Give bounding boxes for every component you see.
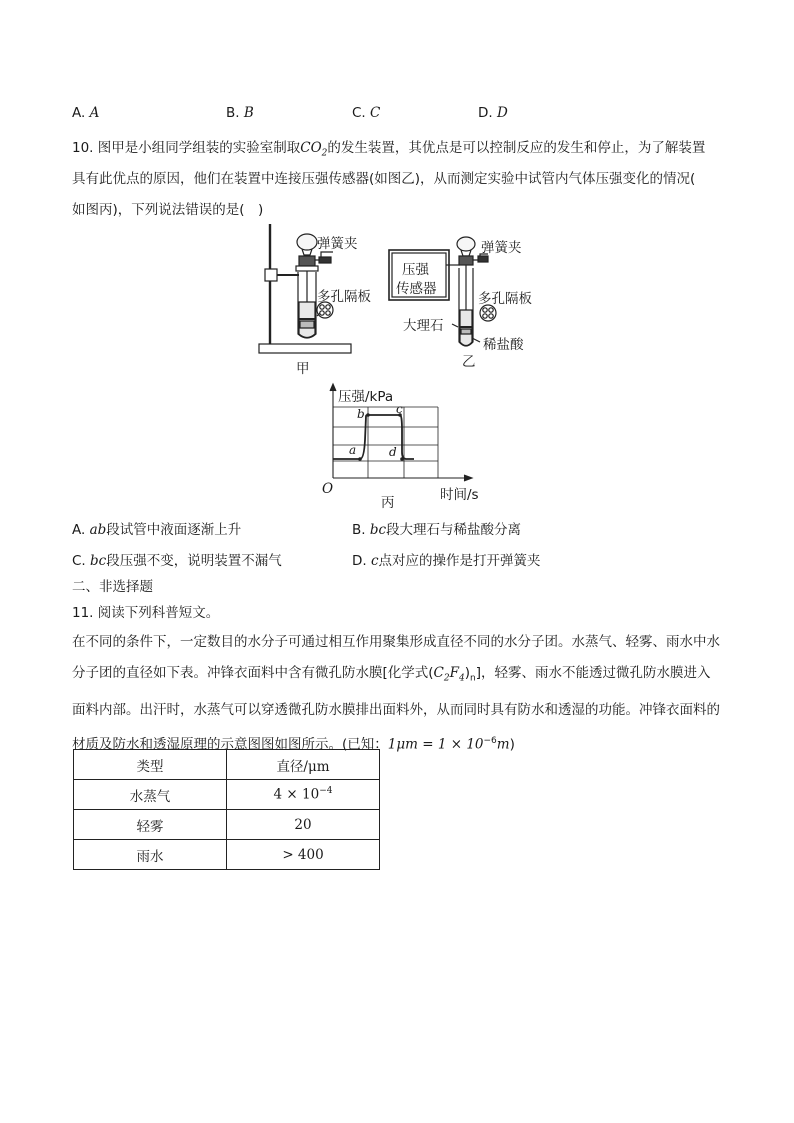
graph-caption: 丙 [381,495,395,511]
table-row [74,840,380,870]
yi-plate-label: 多孔隔板 [478,291,532,307]
graph-point-b: b [357,407,365,421]
yi-acid-label: 稀盐酸 [483,337,524,353]
yi-clamp-label: 弹簧夹 [481,240,522,256]
table-cell-type: 雨水 [74,840,227,870]
q10-option-c: C. bc段压强不变，说明装置不漏气 [72,553,282,569]
table-cell-value: 20 [227,810,380,840]
yi-sensor-line2: 传感器 [396,281,437,297]
jia-plate-label: 多孔隔板 [317,289,371,305]
table-header-diameter: 直径/μm [227,750,380,780]
q9-option-b: B. B [226,105,254,121]
q11-stem: 11. 阅读下列科普短文。 [72,605,220,621]
graph-point-a: a [349,443,357,457]
graph-point-d: d [389,445,397,459]
table-header-row [74,750,380,780]
yi-sensor-line1: 压强 [402,262,429,278]
q11-passage: 在不同的条件下，一定数目的水分子可通过相互作用聚集形成直径不同的水分子团。水蒸气、轻雾、雨水中水分子团的直径如下表。冲锋衣面料中含有微孔防水膜[化学式$(C_2F_4)_n$]，轻雾、雨水不能透过微孔防水膜进入面料内部。出汗时，水蒸气可以穿透微孔防水膜排出面料外，从而同时具有防水和透湿的功能。冲锋衣面料的材质及防水和透湿原理的示意图图如图所示。(已知：$1\mu m = 1 \times 10^{-6}m$) [72,634,720,753]
jia-caption: 甲 [296,361,310,377]
yi-caption: 乙 [462,354,476,370]
table-header-type: 类型 [74,750,227,780]
q10-stem-line3: 如图丙)，下列说法错误的是( ) [72,202,264,218]
q10-option-d: D. c点对应的操作是打开弹簧夹 [352,553,541,569]
graph-xlabel: 时间/s [440,487,479,503]
yi-marble-label: 大理石 [403,318,444,334]
jia-clamp-label: 弹簧夹 [317,236,358,252]
section-heading: 二、非选择题 [72,579,153,595]
table-cell-type: 水蒸气 [74,780,227,810]
q10-stem-line1: 10. 图甲是小组同学组装的实验室制取$CO_2$的发生装置，其优点是可以控制反应的发生和停止，为了解装置 [72,140,706,159]
q9-option-a: A. A [72,105,100,121]
q9-option-d: D. D [478,105,508,121]
q9-option-c: C. C [352,105,381,121]
graph-origin: O [322,481,334,497]
table-row [74,810,380,840]
table-cell-value: $4 \times 10^{-4}$ [227,780,380,810]
diameter-table [73,749,380,870]
graph-point-c: c [396,402,403,416]
q10-option-a: A. ab段试管中液面逐渐上升 [72,522,242,538]
q10-stem-line2: 具有此优点的原因，他们在装置中连接压强传感器(如图乙)，从而测定实验中试管内气体压强变化的情况( [72,171,696,187]
table-cell-type: 轻雾 [74,810,227,840]
graph-ylabel: 压强/kPa [338,389,394,405]
table-cell-value: > 400 [227,840,380,870]
q10-option-b: B. bc段大理石与稀盐酸分离 [352,522,522,538]
table-row [74,780,380,810]
